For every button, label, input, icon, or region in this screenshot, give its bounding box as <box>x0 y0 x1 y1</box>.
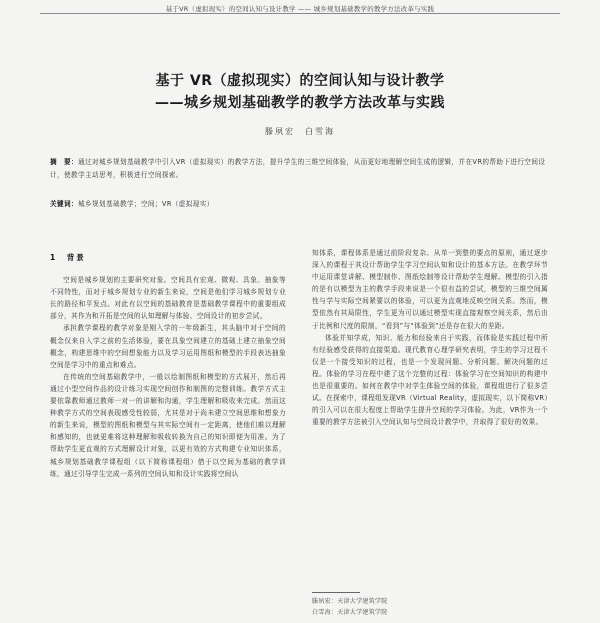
right-column <box>312 247 548 428</box>
paragraph: 知体系，课程体系是通过前阶段复杂、从单一到整的要点的原则，通过逐步深入的课程于其设计帮助学生学习空间认知和设计的基本方法。在教学环节中运用课堂讲解、模型制作、图纸绘制等设计帮助学生理解。模型的引入指的是有以模型为主的教学手段来说是一个很有益的尝试，模型的三维空间属性与学与实际空间紧要以的体验，可以更为直观地反映空间关系。然而，模型依然有其局限性，学生更为可以通过模型实现直接观察空间关系，然后由于比例和尺度的限制，“看到”与“体验到”还是存在很大的差距。 <box>312 249 548 330</box>
running-header: 基于VR（虚拟现实）的空间认知与设计教学 —— 城乡规划基础教学的教学方法改革与实践 <box>165 5 435 13</box>
keywords-text: 城乡规划基础教学；空间；VR（虚拟现实） <box>77 200 214 208</box>
header-rule <box>40 13 560 14</box>
paragraph: 空间是城乡规划的主要研究对象。空间具有宏观、微观、具象、抽象等不同特性，而对于城乡规划专业的新生来说，空间是他们学习城乡规划专业长的路径和平发点。对此有以空间的基础教育是基础教学课程中的重要组成部分，其作为和开拓是空间的认知理解与体验、空间设计的初步尝试。 <box>50 276 286 321</box>
footnote-author-1: 滕夙宏：天津大学建筑学院 <box>312 598 388 605</box>
keywords-label: 关键词： <box>50 200 78 208</box>
abstract <box>50 156 558 181</box>
footnote-rule <box>312 592 360 593</box>
title-line-2: ——城乡规划基础教学的教学方法改革与实践 <box>155 95 445 111</box>
authors: 滕夙宏 白雪海 <box>265 127 335 136</box>
left-column <box>50 252 286 480</box>
section-heading: 1 背景 <box>50 253 86 262</box>
abstract-text: 通过对城乡规划基础教学中引入VR（虚拟现实）的教学方法，提升学生的三维空间体验，从而更好地理解空间生成的逻辑，并在VR的帮助下进行空间设计，使教学主动思考，积极进行空间探索。 <box>50 158 546 179</box>
title-line-1: 基于 VR（虚拟现实）的空间认知与设计教学 <box>155 73 445 89</box>
abstract-label: 摘 要： <box>50 158 78 166</box>
footnote-author-2: 白雪海：天津大学建筑学院 <box>312 609 388 616</box>
paragraph: 承担教学课程的教学对象是刚入学的一年级新生，其头脑中对于空间的概念仅来自入学之前的生活体验，要在具象空间建立的基础上建立抽象空间概念，构建思维中的空间想象能力以及学习运用图纸和模型的手段表达抽象空间是学习中的重点和难点。 <box>50 324 286 369</box>
paragraph: 在传统的空间基础教学中，一般以绘制图纸和模型的方式展开，然后再通过小型空间作品的设计练习实现空间创作和制图的完整训练。教学方式主要依靠教师通过教师一对一的讲解和沟通，学生理解和吸收来完成。然而这种教学方式的空间表现感受性较弱，尤其是对于尚未建立空间思维和想象力的新生来说，模型的图纸和模型与其实际空间有一定距离，使他们难以理解和感知的，也就更难将这种理解和吸收转换为自己的知识即便为用准。为了帮助学生更直观的方式理解设计对象，以更有效的方式构建专业知识体系，城乡规划基础教学课程组（以下简称课程组）借于以空间为基础的教学训练，通过引导学生完成一系列的空间认知和设计实践将空间认 <box>50 372 286 478</box>
paragraph: 体验并知学成，知识、能力和经验来自于实践，而体验是实践过程中所有经验感受获得的直接渠道。现代教育心理学研究表明，学生的学习过程不仅是一个接受知识的过程，也是一个发现问题、分析问题、解决问题的过程。体验的学习在程中建了这个完整的过程：体验学习在空间知识的构建中也是很重要的。如何在教学中对学生体验空间的体验，课程组进行了很多尝试。在探索中，课程组发现VR（Virtual Reality，虚拟现实，以下简称VR）的引入可以在很大程度上帮助学生提升空间的学习体验。为此，VR作为一个重要的教学方法被引入空间认知与空间设计教学中，并取得了很好的效果。 <box>312 333 548 427</box>
keywords <box>50 198 558 208</box>
